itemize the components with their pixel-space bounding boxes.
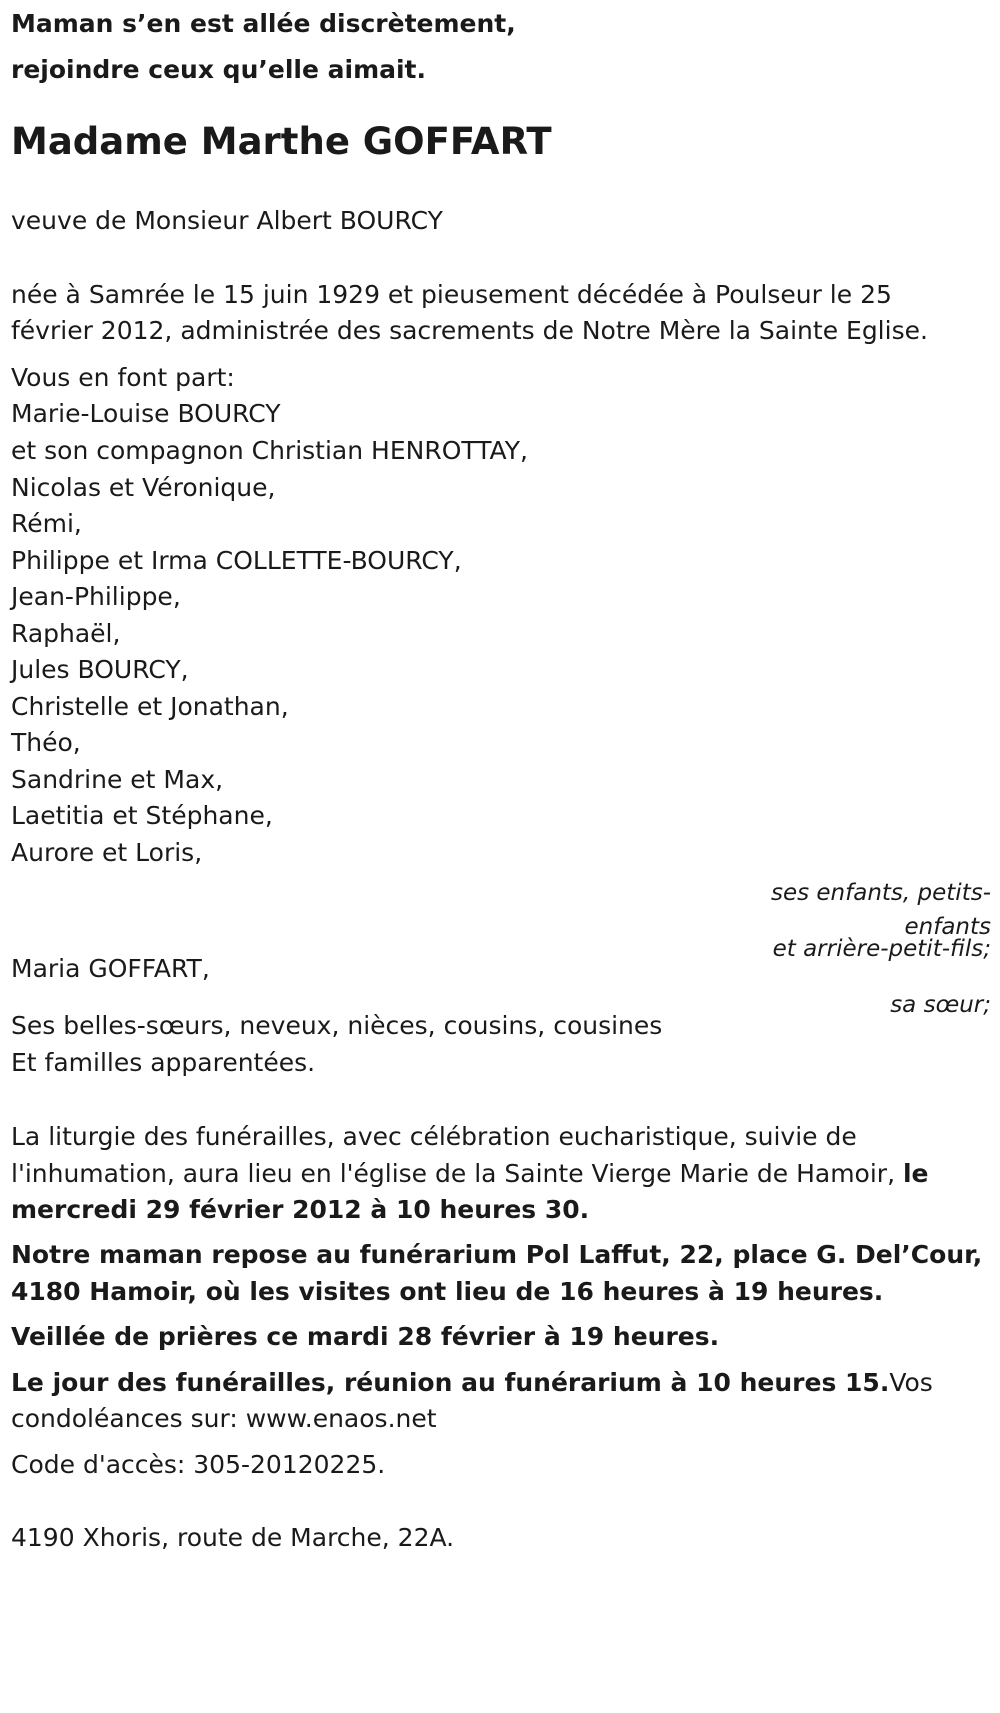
family-member: Marie-Louise BOURCY [11,399,281,428]
relation-children-line-3: et arrière-petit-fils; [772,936,991,962]
family-member: Laetitia et Stéphane, [11,801,273,830]
funerarium-line-2: 4180 Hamoir, où les visites ont lieu de 16 heures à 19 heures. [11,1277,884,1306]
birth-line-1: née à Samrée le 15 juin 1929 et pieusement décédée à Poulseur le 25 [11,280,892,309]
birth-line-2: février 2012, administrée des sacrements de Notre Mère la Sainte Eglise. [11,316,928,345]
epigraph-line-2: rejoindre ceux qu’elle aimait. [11,55,427,84]
gathering-line-1 [11,1365,933,1401]
liturgy-date-start: le [902,1159,929,1188]
others-line-1: Ses belles-sœurs, neveux, nièces, cousins, cousines [11,1011,663,1040]
others-line-2: Et familles apparentées. [11,1048,316,1077]
family-member: Jules BOURCY, [11,655,189,684]
gathering-normal: Vos [889,1368,933,1397]
liturgy-text: l'inhumation, aura lieu en l'église de la Sainte Vierge Marie de Hamoir, [11,1159,903,1188]
family-member: Jean-Philippe, [11,582,181,611]
condolences-line: condoléances sur: www.enaos.net [11,1404,437,1433]
family-member: Nicolas et Véronique, [11,473,276,502]
spouse-line: veuve de Monsieur Albert BOURCY [11,206,443,235]
announce-intro: Vous en font part: [11,363,235,392]
liturgy-date: mercredi 29 février 2012 à 10 heures 30. [11,1195,590,1224]
liturgy-line-1: La liturgie des funérailles, avec célébration eucharistique, suivie de [11,1122,857,1151]
family-member: Sandrine et Max, [11,765,224,794]
family-member: Théo, [11,728,81,757]
sister-name: Maria GOFFART, [11,954,210,983]
family-member: Raphaël, [11,619,121,648]
liturgy-line-2 [11,1156,929,1192]
relation-children-line-2: enfants [904,914,991,940]
funerarium-line-1: Notre maman repose au funérarium Pol Laffut, 22, place G. Del’Cour, [11,1240,983,1269]
gathering-bold: Le jour des funérailles, réunion au funérarium à 10 heures 15. [11,1368,890,1397]
vigil-line: Veillée de prières ce mardi 28 février à 19 heures. [11,1322,720,1351]
family-member: Christelle et Jonathan, [11,692,289,721]
relation-sister: sa sœur; [890,992,991,1018]
family-member: Aurore et Loris, [11,838,203,867]
address: 4190 Xhoris, route de Marche, 22A. [11,1523,455,1552]
epigraph-line-1: Maman s’en est allée discrètement, [11,9,516,38]
family-member: Philippe et Irma COLLETTE-BOURCY, [11,546,462,575]
deceased-name: Madame Marthe GOFFART [11,120,552,163]
relation-children-line-1: ses enfants, petits- [770,880,991,906]
family-member: et son compagnon Christian HENROTTAY, [11,436,528,465]
access-code: Code d'accès: 305-20120225. [11,1450,386,1479]
family-member: Rémi, [11,509,82,538]
